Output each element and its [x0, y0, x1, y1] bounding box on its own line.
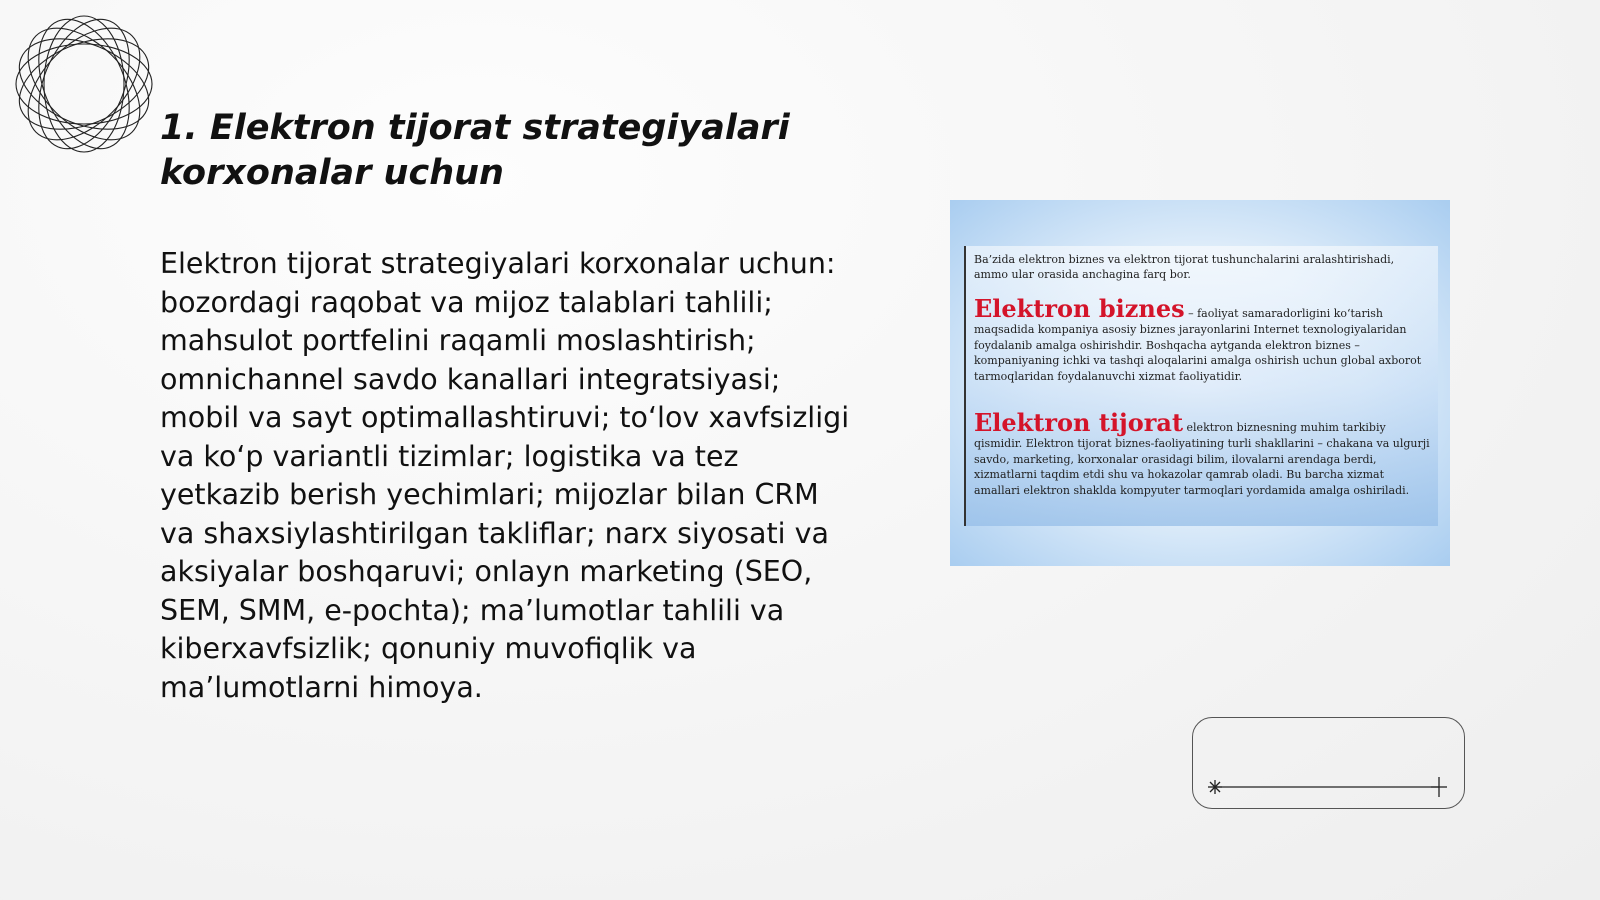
definition-ebusiness [974, 296, 1430, 384]
ebusiness-lead: – faoliyat samaradorligini ko‘tarish [1184, 307, 1383, 320]
ebusiness-heading: Elektron biznes [974, 294, 1185, 323]
decorative-slider-box [1192, 717, 1465, 809]
slider-graphic [1193, 718, 1466, 810]
definition-intro: Ba’zida elektron biznes va elektron tijorat tushunchalarini aralashtirishadi, ammo ular orasida anchagina farq bor. [974, 253, 1395, 281]
slide-title: 1. Elektron tijorat strategiyalari korxonalar uchun [160, 108, 790, 193]
plus-icon [1431, 777, 1447, 797]
ebusiness-text: maqsadida kompaniya asosiy biznes jarayonlarini Internet texnologiyalaridan foydalanib amalga oshirishdir. Boshqacha aytganda elektron biznes – kompaniyaning ichki va tashqi aloqalarini amalga oshirish uchun global axborot tarmoqlaridan foydalanuvchi xizmat faoliyatidir. [974, 323, 1422, 383]
definition-ecommerce [974, 410, 1430, 498]
ecommerce-heading: Elektron tijorat [974, 408, 1184, 437]
ornament-icon [8, 8, 160, 160]
ecommerce-text: Elektron tijorat biznes-faoliyatining turli shakllarini – chakana va ulgurji savdo, marketing, korxonalar orasidagi bilim, ilovalarni arendaga berdi, xizmatlarni taqdim etdi shu va hokazolar qamrab oladi. Bu barcha xizmat amallari elektron shaklda kompyuter tarmoqlari yordamida amalga oshiriladi. [974, 437, 1430, 497]
definition-panel [964, 246, 1438, 526]
ecommerce-lead: elektron biznesning muhim tarkibiy qismidir. [974, 421, 1386, 450]
slide-body-text: Elektron tijorat strategiyalari korxonalar uchun: bozordagi raqobat va mijoz talablari tahlili; mahsulot portfelini raqamli moslashtirish; omnichannel savdo kanallari integratsiyasi; mobil va sayt optimallashtiruvi; to‘lov xavfsizligi va ko‘p variantli tizimlar; logistika va tez yetkazib berish yechimlari; mijozlar bilan CRM va shaxsiylashtirilgan takliflar; narx siyosati va aksiyalar boshqaruvi; onlayn marketing (SEO, SEM, SMM, e-pochta); ma’lumotlar tahlili va kiberxavfsizlik; qonuniy muvofiqlik va ma’lumotlarni himoya. [160, 247, 850, 704]
sparkle-icon [1208, 780, 1222, 794]
ecommerce-definition-image [950, 200, 1450, 566]
